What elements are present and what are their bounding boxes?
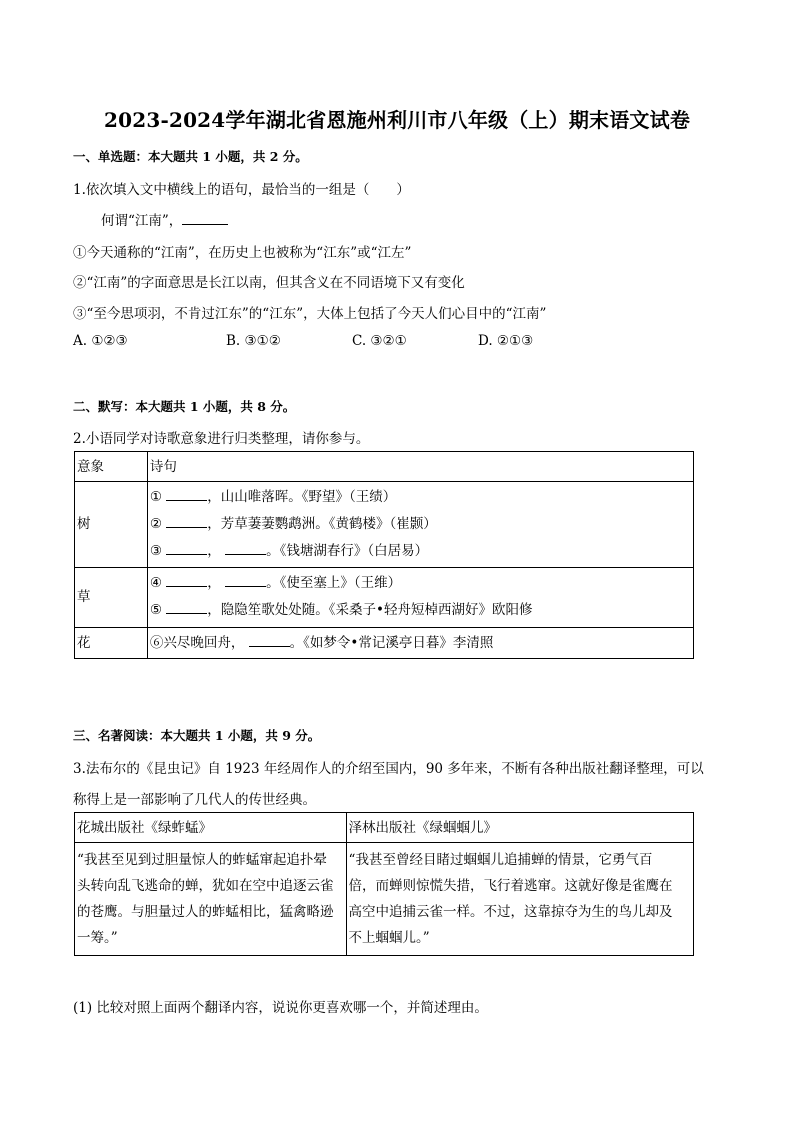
image-label: 树 bbox=[77, 516, 91, 532]
image-cell bbox=[75, 482, 148, 568]
verse-cell bbox=[147, 482, 693, 568]
header-label: 意象 bbox=[77, 459, 104, 475]
translation-cell-right bbox=[346, 843, 693, 956]
option-a: A. ①②③ bbox=[73, 333, 128, 349]
answer-blank bbox=[166, 574, 207, 587]
section-3-heading: 三、名著阅读：本大题共 1 小题，共 9 分。 bbox=[73, 728, 321, 743]
statement-2: ②“江南”的字面意思是长江以南，但其含义在不同语境下又有变化 bbox=[73, 275, 465, 291]
header-label: 诗句 bbox=[149, 459, 177, 475]
translation-line: 一筹。” bbox=[77, 930, 118, 946]
question-2: 2.小语同学对诗歌意象进行归类整理，请你参与。 bbox=[73, 431, 370, 447]
verse-text: ，山山唯落晖。《野望》（王绩） bbox=[207, 489, 397, 505]
verse-text: 。《使至塞上》（王维） bbox=[266, 575, 402, 591]
translation-line: 不上蝈蝈儿。” bbox=[348, 930, 430, 946]
header-cell bbox=[346, 813, 693, 843]
verse-prefix: ① bbox=[149, 489, 162, 505]
table-header-row bbox=[75, 813, 694, 843]
option-d: D. ②①③ bbox=[478, 333, 534, 349]
table-row bbox=[75, 843, 694, 956]
verse-line-6 bbox=[150, 631, 494, 651]
answer-blank bbox=[225, 542, 266, 555]
table-header-row bbox=[75, 452, 694, 482]
header-label: 泽林出版社《绿蝈蝈儿》 bbox=[348, 820, 498, 836]
section-1-heading: 一、单选题：本大题共 1 小题，共 2 分。 bbox=[73, 149, 308, 164]
verse-prefix: ⑥兴尽晚回舟， bbox=[149, 635, 245, 651]
table-row bbox=[75, 568, 694, 628]
verse-prefix: ③ bbox=[149, 543, 162, 559]
question-3-line-1: 3.法布尔的《昆虫记》自 1923 年经周作人的介绍至国内，90 多年来，不断有各种出版社翻译整理，可以 bbox=[73, 761, 704, 777]
question-1-prompt bbox=[101, 209, 228, 229]
section-2-heading: 二、默写：本大题共 1 小题，共 8 分。 bbox=[73, 399, 296, 414]
verse-text: 。《如梦令•常记溪亭日暮》李清照 bbox=[289, 635, 494, 651]
verse-text: ，隐隐笙歌处处随。《采桑子•轻舟短棹西湖好》欧阳修 bbox=[207, 602, 533, 618]
verse-cell bbox=[147, 568, 693, 628]
translation-line: 头转向乱飞逃命的蝉，犹如在空中追逐云雀 bbox=[77, 878, 334, 894]
verse-prefix: ⑤ bbox=[149, 602, 162, 618]
translation-cell-left bbox=[75, 843, 347, 956]
verse-prefix: ④ bbox=[149, 575, 162, 591]
header-cell bbox=[147, 452, 693, 482]
answer-blank bbox=[225, 574, 266, 587]
answer-blank bbox=[166, 542, 207, 555]
image-cell bbox=[75, 568, 148, 628]
prompt-text: 何谓“江南”， bbox=[101, 213, 183, 229]
header-cell bbox=[75, 452, 148, 482]
verse-line-4 bbox=[150, 571, 401, 591]
verse-line-2 bbox=[150, 512, 437, 532]
translation-line: 倍，而蝉则惊慌失措，飞行着逃窜。这就好像是雀鹰在 bbox=[348, 878, 673, 894]
verse-text: 。《钱塘湖春行》（白居易） bbox=[266, 543, 429, 559]
sub-question-1: (1) 比较对照上面两个翻译内容，说说你更喜欢哪一个，并简述理由。 bbox=[73, 1000, 488, 1016]
translation-table bbox=[74, 812, 694, 956]
statement-3: ③“至今思项羽，不肯过江东”的“江东”，大体上包括了今天人们心目中的“江南” bbox=[73, 306, 547, 322]
image-label: 草 bbox=[77, 589, 91, 605]
verse-text: ， bbox=[207, 543, 221, 559]
option-c: C. ③②① bbox=[352, 333, 407, 349]
verse-cell bbox=[147, 628, 693, 659]
table-row bbox=[75, 628, 694, 659]
translation-line: “我甚至见到过胆量惊人的蚱蜢窜起追扑晕 bbox=[77, 852, 327, 868]
question-1: 1.依次填入文中横线上的语句，最恰当的一组是（ ） bbox=[73, 182, 410, 198]
header-cell bbox=[75, 813, 347, 843]
translation-line: 的苍鹰。与胆量过人的蚱蜢相比，猛禽略逊 bbox=[77, 904, 334, 920]
answer-blank bbox=[249, 634, 290, 647]
translation-line: “我甚至曾经目睹过蝈蝈儿追捕蝉的情景，它勇气百 bbox=[348, 852, 653, 868]
statement-1: ①今天通称的“江南”，在历史上也被称为“江东”或“江左” bbox=[73, 245, 412, 261]
verse-text: ，芳草萋萋鹦鹉洲。《黄鹤楼》（崔颢） bbox=[207, 516, 437, 532]
header-label: 花城出版社《绿蚱蜢》 bbox=[77, 820, 212, 836]
verse-text: ， bbox=[207, 575, 221, 591]
image-cell bbox=[75, 628, 148, 659]
verse-line-3 bbox=[150, 539, 428, 559]
image-label: 花 bbox=[77, 635, 91, 651]
verse-line-1 bbox=[150, 485, 396, 505]
answer-blank bbox=[166, 601, 207, 614]
option-b: B. ③①② bbox=[226, 333, 281, 349]
translation-line: 高空中追捕云雀一样。不过，这靠掠夺为生的鸟儿却及 bbox=[348, 904, 673, 920]
answer-blank bbox=[166, 515, 207, 528]
table-row bbox=[75, 482, 694, 568]
verse-prefix: ② bbox=[149, 516, 162, 532]
poetry-table bbox=[74, 451, 694, 659]
page-title: 2023-2024学年湖北省恩施州利川市八年级（上）期末语文试卷 bbox=[103, 108, 691, 132]
verse-line-5 bbox=[150, 598, 533, 618]
question-3-line-2: 称得上是一部影响了几代人的传世经典。 bbox=[73, 792, 316, 808]
answer-blank bbox=[166, 488, 207, 501]
answer-blank bbox=[182, 212, 228, 225]
